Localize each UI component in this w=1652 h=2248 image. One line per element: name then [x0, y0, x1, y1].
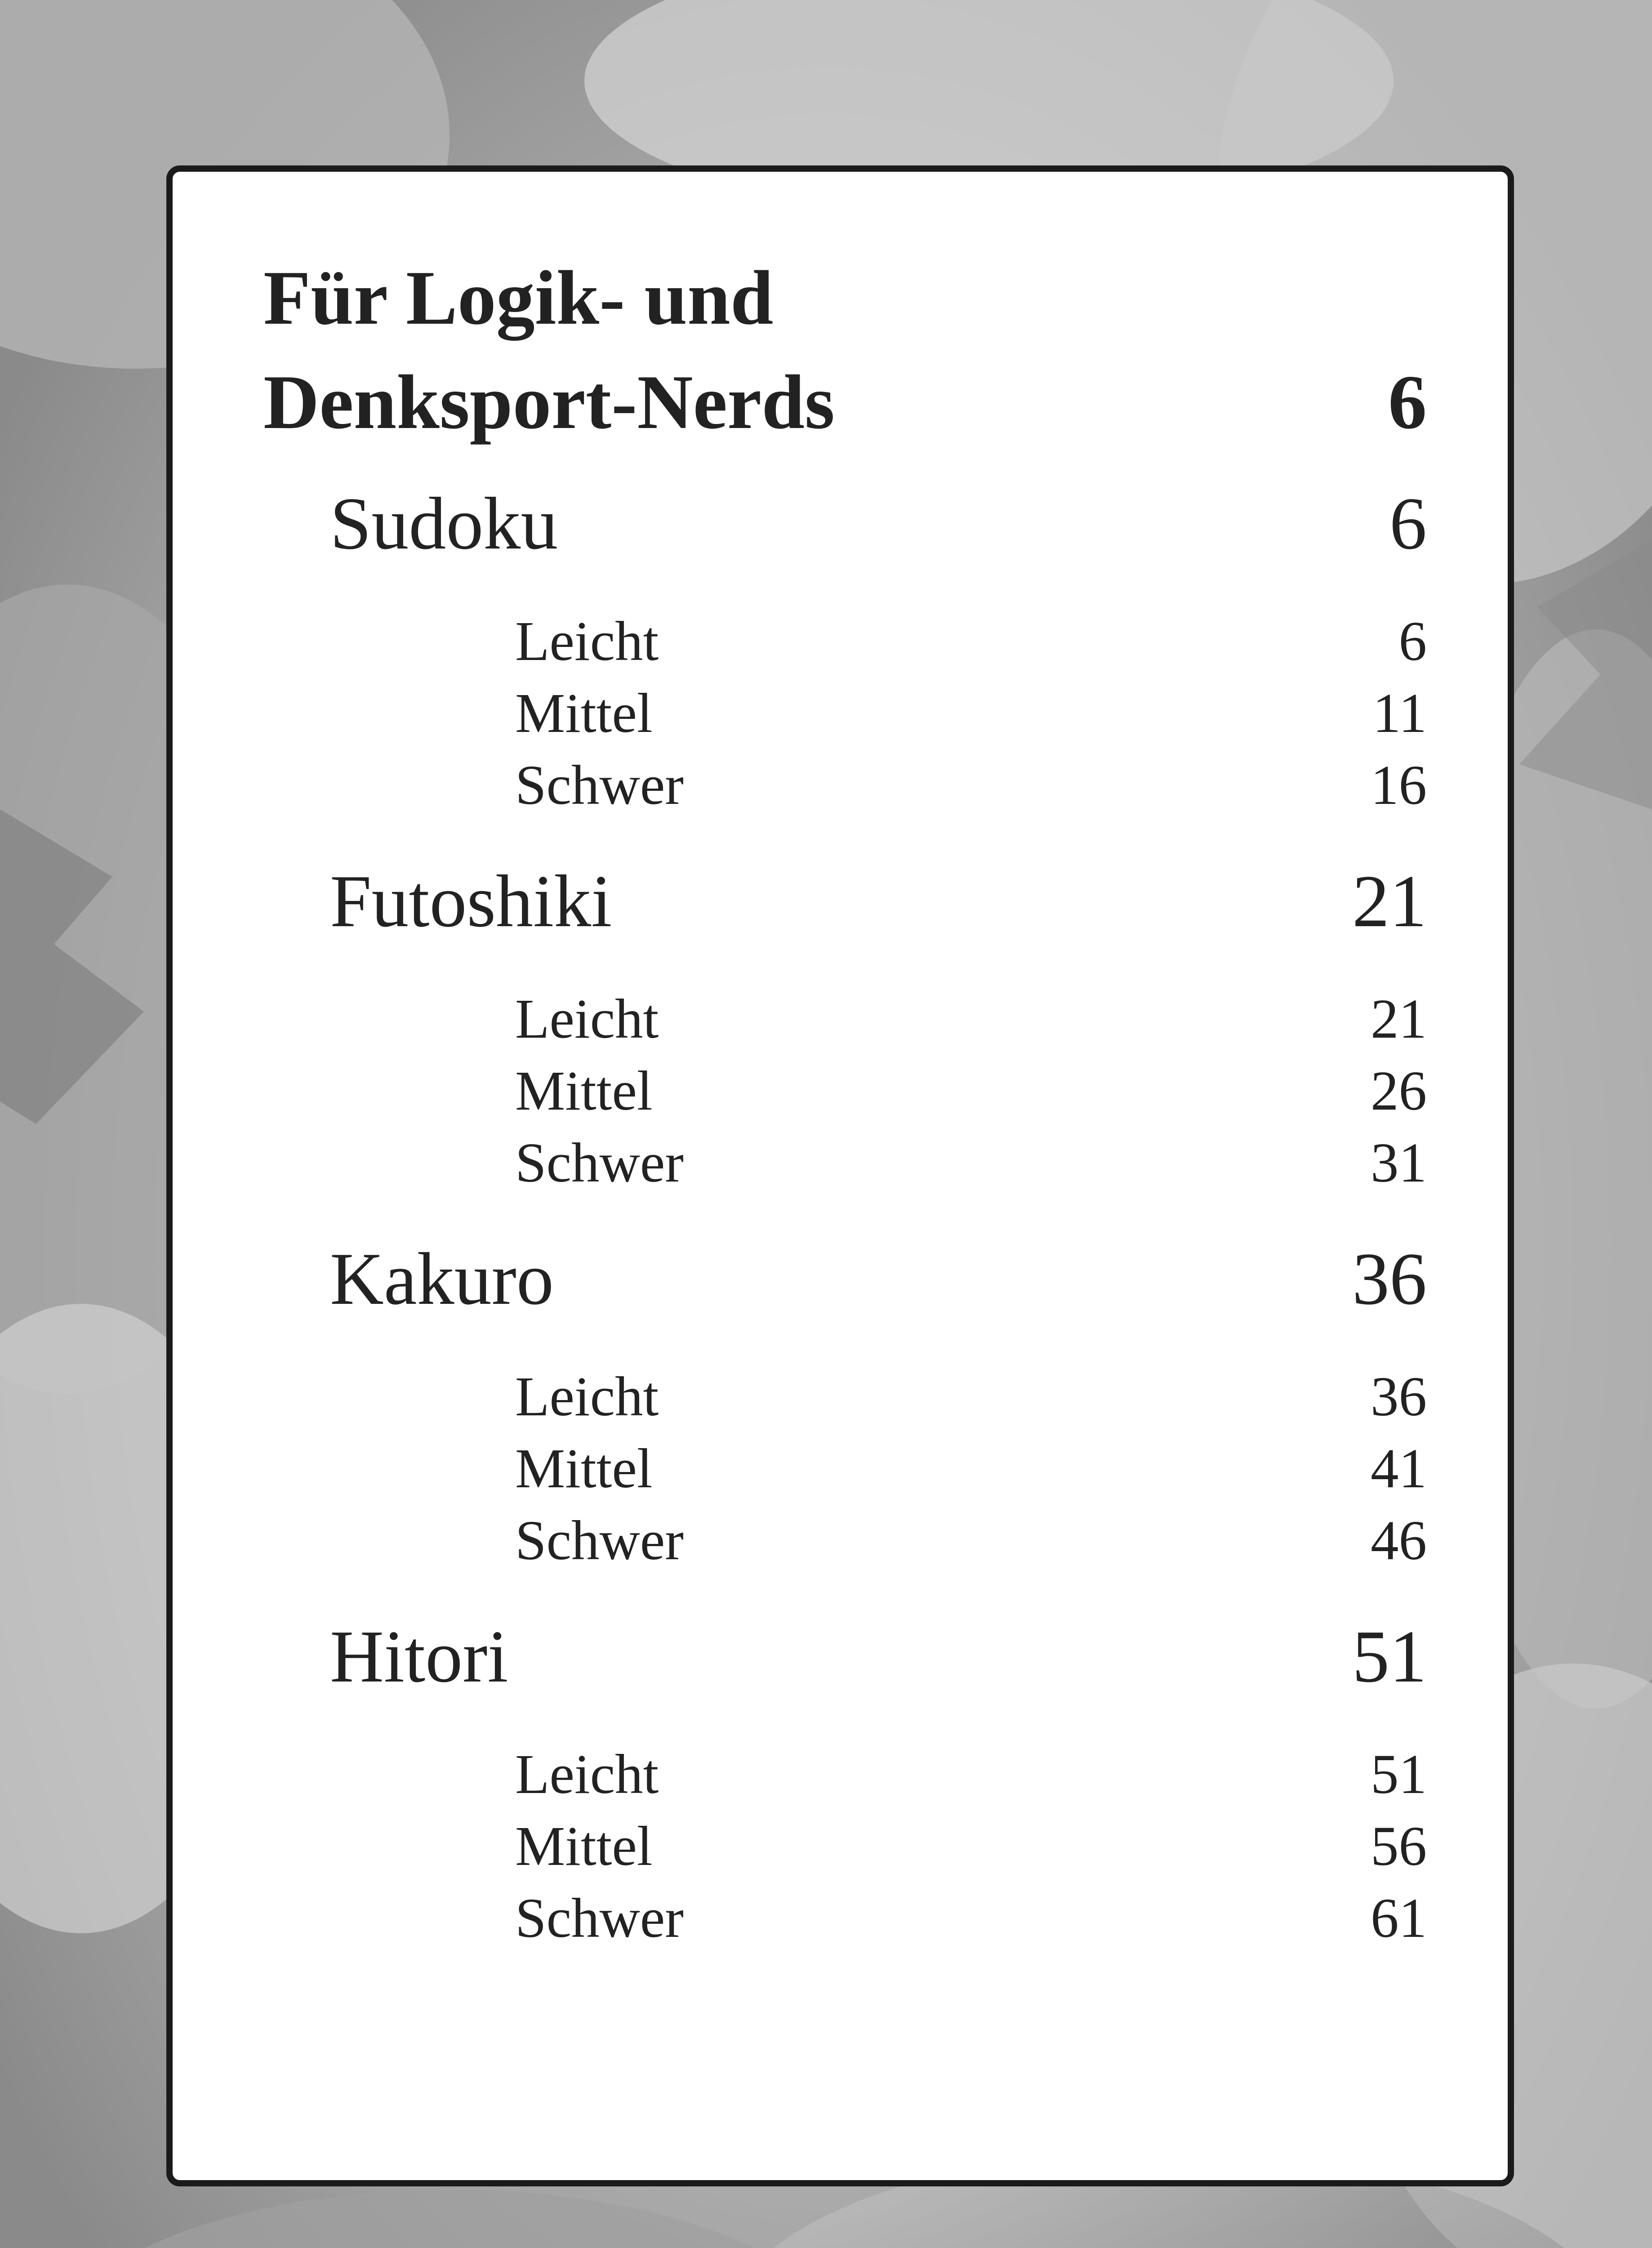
toc-item-futoshiki-mittel[interactable]: [515, 1055, 1427, 1127]
toc-item-page: 46: [1371, 1510, 1427, 1572]
toc-item-label: Mittel: [515, 1815, 653, 1878]
toc-item-label: Schwer: [515, 1510, 684, 1572]
toc-item-kakuro-leicht[interactable]: [515, 1361, 1427, 1433]
toc-item-label: Mittel: [515, 1438, 653, 1500]
toc-section-kakuro[interactable]: [330, 1234, 1427, 1324]
toc-panel: [166, 165, 1514, 2186]
toc-heading-line1: Für Logik- und: [263, 255, 774, 341]
toc-item-label: Mittel: [515, 682, 653, 745]
toc-item-hitori-mittel[interactable]: [515, 1811, 1427, 1882]
toc-item-page: 56: [1371, 1815, 1427, 1878]
toc-item-label: Schwer: [515, 1132, 684, 1194]
toc-section-page: 36: [1352, 1237, 1427, 1320]
toc-item-page: 51: [1371, 1744, 1427, 1806]
toc-section-title: Kakuro: [330, 1237, 554, 1320]
toc-item-hitori-leicht[interactable]: [515, 1739, 1427, 1811]
toc-item-page: 16: [1371, 754, 1427, 816]
toc-item-sudoku-schwer[interactable]: [515, 749, 1427, 821]
toc-item-page: 41: [1371, 1438, 1427, 1500]
toc-item-sudoku-leicht[interactable]: [515, 606, 1427, 678]
toc-item-label: Mittel: [515, 1060, 653, 1122]
toc-heading-page: 6: [1388, 360, 1427, 445]
toc-section-page: 21: [1352, 860, 1427, 942]
toc-item-page: 31: [1371, 1132, 1427, 1194]
toc-item-kakuro-schwer[interactable]: [515, 1505, 1427, 1577]
toc-item-label: Leicht: [515, 988, 659, 1050]
toc-item-label: Leicht: [515, 1744, 659, 1806]
toc-item-label: Leicht: [515, 1366, 659, 1428]
toc-item-page: 6: [1398, 611, 1427, 673]
toc-item-futoshiki-leicht[interactable]: [515, 983, 1427, 1055]
toc-section-title: Hitori: [330, 1615, 508, 1698]
toc-item-label: Schwer: [515, 1887, 684, 1949]
toc-item-kakuro-mittel[interactable]: [515, 1433, 1427, 1505]
toc-section-hitori[interactable]: [330, 1611, 1427, 1701]
toc-section-futoshiki[interactable]: [330, 856, 1427, 946]
toc-heading-line2: Denksport-Nerds: [263, 360, 835, 445]
toc-section-sudoku[interactable]: [330, 478, 1427, 568]
toc-item-sudoku-mittel[interactable]: [515, 678, 1427, 749]
toc-section-title: Sudoku: [330, 482, 558, 565]
toc-item-page: 36: [1371, 1366, 1427, 1428]
toc-item-hitori-schwer[interactable]: [515, 1882, 1427, 1954]
toc-item-page: 21: [1371, 988, 1427, 1050]
toc-item-page: 11: [1372, 682, 1427, 745]
toc-item-label: Leicht: [515, 611, 659, 673]
toc-item-label: Schwer: [515, 754, 684, 816]
toc-item-page: 26: [1371, 1060, 1427, 1122]
toc-heading: [263, 246, 1432, 455]
toc-section-page: 6: [1389, 482, 1427, 565]
toc-section-title: Futoshiki: [330, 860, 612, 942]
toc-section-page: 51: [1352, 1615, 1427, 1698]
toc-item-futoshiki-schwer[interactable]: [515, 1127, 1427, 1199]
toc-item-page: 61: [1371, 1887, 1427, 1949]
